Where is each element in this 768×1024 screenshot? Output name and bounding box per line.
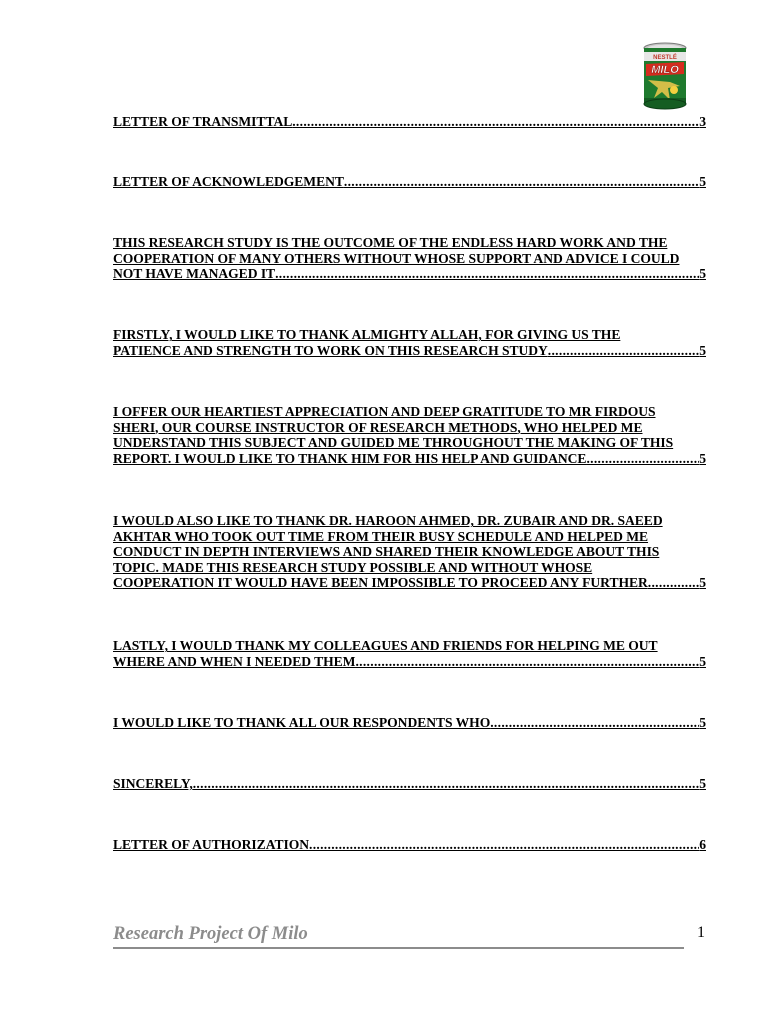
toc-entry[interactable] [113,776,706,792]
toc-page-number: 5 [699,776,706,791]
toc-entry-last-line [113,343,706,359]
toc-entry-title: LETTER OF TRANSMITTAL [113,114,293,129]
toc-entry[interactable] [113,513,706,591]
toc-entry-last-line [113,451,706,467]
toc-page-number: 5 [699,715,706,730]
toc-entry[interactable] [113,174,706,190]
toc-entry-line: LASTLY, I WOULD THANK MY COLLEAGUES AND FRIENDS FOR HELPING ME OUT [113,638,658,653]
toc-entry-title: PATIENCE AND STRENGTH TO WORK ON THIS RESEARCH STUDY [113,342,548,358]
toc-dot-leader [586,451,699,467]
toc-entry-last-line [113,776,706,792]
toc-entry[interactable] [113,404,706,466]
toc-entry-title: REPORT. I WOULD LIKE TO THANK HIM FOR HIS HELP AND GUIDANCE [113,450,587,466]
toc-entry-line: UNDERSTAND THIS SUBJECT AND GUIDED ME THROUGHOUT THE MAKING OF THIS [113,435,674,450]
toc-page-number: 5 [699,450,706,466]
toc-entry-line: SHERI, OUR COURSE INSTRUCTOR OF RESEARCH METHODS, WHO HELPED ME [113,419,643,435]
toc-entry[interactable] [113,715,706,731]
toc-dot-leader [193,776,700,792]
toc-dot-leader [648,575,699,591]
toc-page-number: 3 [699,114,706,129]
toc-entry[interactable] [113,114,706,130]
toc-entry-last-line [113,837,706,853]
toc-entry-last-line [113,654,706,670]
footer-rule [113,947,684,949]
toc-dot-leader [309,837,699,853]
toc-entry-title: NOT HAVE MANAGED IT [113,266,276,281]
toc-entry[interactable] [113,235,706,282]
toc-entry-line: I WOULD ALSO LIKE TO THANK DR. HAROON AHMED, DR. ZUBAIR AND DR. SAEED [113,513,663,528]
toc-page-number: 5 [699,575,706,590]
toc-entry-title: LETTER OF AUTHORIZATION [113,837,309,852]
toc-page-number: 5 [699,174,706,189]
toc-dot-leader [548,343,699,359]
toc-dot-leader [292,114,699,130]
toc-entry-title: SINCERELY, [113,776,193,791]
toc-entry-line: TOPIC. MADE THIS RESEARCH STUDY POSSIBLE AND WITHOUT WHOSE [113,559,593,575]
milo-can-logo [640,42,690,110]
logo-milo-text: MILO [651,64,679,76]
toc-entry-title: COOPERATION IT WOULD HAVE BEEN IMPOSSIBLE TO PROCEED ANY FURTHER [113,575,648,590]
toc-page-number: 5 [699,342,706,358]
toc-entry[interactable] [113,837,706,853]
footer-title: Research Project Of Milo [113,924,308,944]
toc-entry-line: FIRSTLY, I WOULD LIKE TO THANK ALMIGHTY ALLAH, FOR GIVING US THE [113,327,621,342]
toc-entry[interactable] [113,327,706,358]
toc-dot-leader [490,715,699,731]
toc-entry-line: THIS RESEARCH STUDY IS THE OUTCOME OF THE ENDLESS HARD WORK AND THE [113,235,668,250]
toc-entry-line: AKHTAR WHO TOOK OUT TIME FROM THEIR BUSY SCHEDULE AND HELPED ME [113,528,649,544]
toc-page-number: 5 [699,653,706,669]
toc-entry-line: COOPERATION OF MANY OTHERS WITHOUT WHOSE SUPPORT AND ADVICE I COULD [113,250,680,266]
logo-brand-text: NESTLÉ [653,55,677,61]
toc-entry-last-line [113,266,706,282]
toc-page-number: 5 [699,266,706,281]
toc-dot-leader [355,654,699,670]
toc-entry-title: LETTER OF ACKNOWLEDGEMENT [113,174,344,189]
page-number: 1 [697,924,705,941]
toc-dot-leader [275,266,699,282]
toc-entry-last-line [113,715,706,731]
toc-entry-last-line [113,174,706,190]
toc-entry-line: I OFFER OUR HEARTIEST APPRECIATION AND DEEP GRATITUDE TO MR FIRDOUS [113,404,656,419]
toc-entry-last-line [113,575,706,591]
toc-entry-line: CONDUCT IN DEPTH INTERVIEWS AND SHARED THEIR KNOWLEDGE ABOUT THIS [113,544,660,559]
toc-dot-leader [344,174,699,190]
toc-page-number: 6 [699,837,706,852]
toc-entry-title: I WOULD LIKE TO THANK ALL OUR RESPONDENTS WHO [113,715,491,730]
toc-entry[interactable] [113,638,706,669]
toc-entry-title: WHERE AND WHEN I NEEDED THEM [113,653,356,669]
toc-entry-last-line [113,114,706,130]
